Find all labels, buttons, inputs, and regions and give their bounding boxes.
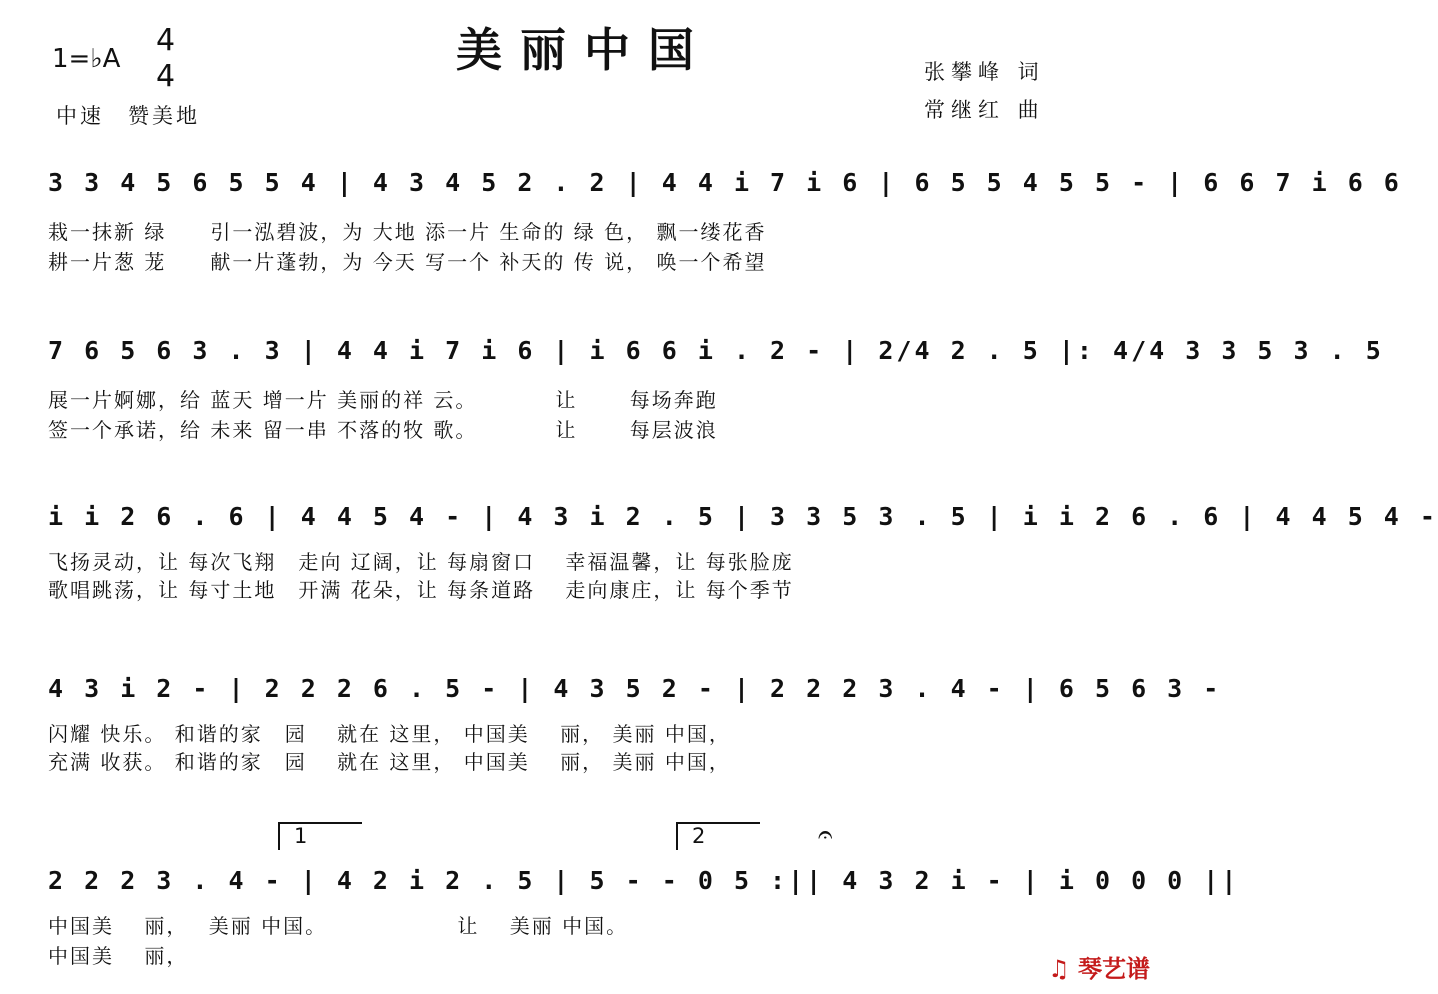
score-row-2 (40, 326, 1384, 386)
notation-line: 7 6 5 6 3 . 3 | 4 4 i 7 i 6 | i 6 6 i . 2 - | 2/4 2 . 5 |: 4/4 3 3 5 3 . 5 (48, 336, 1384, 365)
notation-line: i i 2 6 . 6 | 4 4 5 4 - | 4 3 i 2 . 5 | 3 3 5 3 . 5 | i i 2 6 . 6 | 4 4 5 4 - (48, 502, 1438, 531)
lyric-verse-2: 充满 收获。 和谐的家 园 就在 这里， 中国美 丽， 美丽 中国， (48, 750, 731, 774)
tempo-marking: 中速 赞美地 (56, 104, 200, 128)
lyric-verse-2: 耕一片葱 茏 献一片蓬勃，为 今天 写一个 补天的 传 说， 唤一个希望 (48, 250, 767, 274)
score-row-4 (40, 664, 1222, 724)
site-logo (1048, 949, 1150, 984)
lyric-verse-1: 栽一抹新 绿 引一泓碧波，为 大地 添一片 生命的 绿 色， 飘一缕花香 (48, 220, 767, 244)
score-row-5 (40, 856, 1240, 916)
logo-text: 琴艺谱 (1078, 955, 1150, 983)
second-ending-number: 2 (692, 824, 706, 848)
lyric-verse-2: 中国美 丽， (48, 944, 189, 968)
notation-line: 2 2 2 3 . 4 - | 4 2 i 2 . 5 | 5 - - 0 5 :|| 4 3 2 i - | i 0 0 0 || (48, 866, 1240, 895)
second-ending-bracket (676, 822, 760, 850)
logo-icon: ♫ (1048, 955, 1070, 983)
song-title: 美丽中国 (456, 23, 712, 77)
first-ending-number: 1 (294, 824, 308, 848)
lyric-verse-1: 飞扬灵动，让 每次飞翔 走向 辽阔，让 每扇窗口 幸福温馨，让 每张脸庞 (48, 550, 794, 574)
fermata-icon: 𝄐 (818, 820, 833, 850)
lyric-verse-1: 闪耀 快乐。 和谐的家 园 就在 这里， 中国美 丽， 美丽 中国， (48, 722, 731, 746)
key-signature: 1=♭A (52, 44, 121, 74)
composer-credit: 常继红 曲 (924, 98, 1045, 122)
lyric-verse-1: 中国美 丽， 美丽 中国。 让 美丽 中国。 (48, 914, 629, 938)
lyric-verse-2: 签一个承诺，给 未来 留一串 不落的牧 歌。 让 每层波浪 (48, 418, 718, 442)
score-row-1 (40, 158, 1402, 218)
time-signature-bottom: 4 (156, 59, 176, 94)
notation-line: 4 3 i 2 - | 2 2 2 6 . 5 - | 4 3 5 2 - | 2 2 2 3 . 4 - | 6 5 6 3 - (48, 674, 1222, 703)
first-ending-bracket (278, 822, 362, 850)
lyricist-credit: 张攀峰 词 (924, 60, 1045, 84)
lyric-verse-1: 展一片婀娜，给 蓝天 增一片 美丽的祥 云。 让 每场奔跑 (48, 388, 718, 412)
score-row-3 (40, 492, 1438, 552)
lyric-verse-2: 歌唱跳荡，让 每寸土地 开满 花朵，让 每条道路 走向康庄，让 每个季节 (48, 578, 794, 602)
time-signature-top: 4 (156, 23, 176, 58)
notation-line: 3 3 4 5 6 5 5 4 | 4 3 4 5 2 . 2 | 4 4 i 7 i 6 | 6 5 5 4 5 5 - | 6 6 7 i 6 6 (48, 168, 1402, 197)
